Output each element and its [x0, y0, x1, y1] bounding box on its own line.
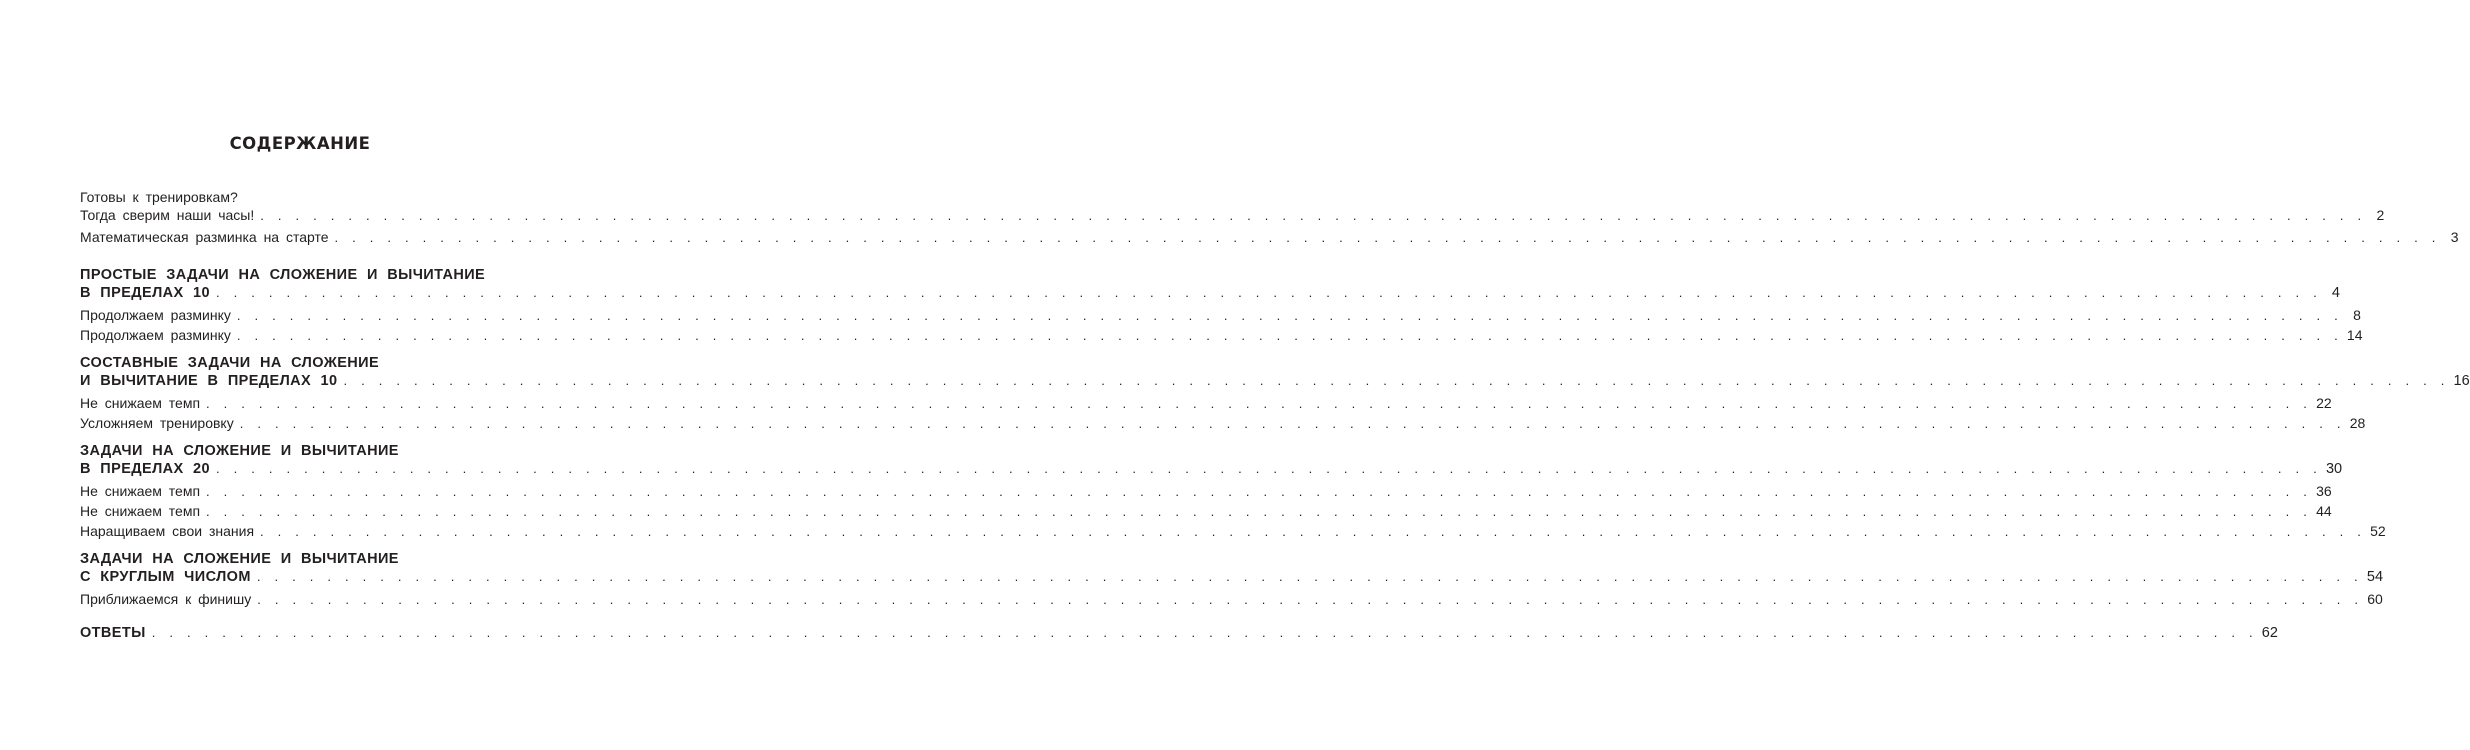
toc-entry-line [80, 568, 2384, 586]
toc-entry-title: СОСТАВНЫЕ ЗАДАЧИ НА СЛОЖЕНИЕ [80, 355, 380, 371]
toc-entry-title: Продолжаем разминку [80, 307, 231, 323]
toc-entry-line [80, 326, 2363, 344]
dot-leader: . . . . . . . . . . . . . . . . . . . . . . . . . . . . . . . . . . . . . . . . . . . . . . . . . . . . . . . . . . . . . . . . . . . . . . . . . . . . . . . . . . . . . . . . . . . . . . . . . . . . . . . . . . . . . . . . . . . . . . . . [343, 373, 2450, 388]
toc-entry [80, 442, 2343, 478]
toc-entry-line [80, 228, 2459, 246]
toc-page-number: 22 [2316, 395, 2332, 411]
toc-entry-title: Не снижаем темп [80, 503, 201, 519]
toc-entry-title: ОТВЕТЫ [80, 625, 146, 641]
toc-entry-line [80, 414, 2366, 432]
dot-leader: . . . . . . . . . . . . . . . . . . . . . . . . . . . . . . . . . . . . . . . . . . . . . . . . . . . . . . . . . . . . . . . . . . . . . . . . . . . . . . . . . . . . . . . . . . . . . . . . . . . . . . . . . . . . . . . . . . . . . . . . [236, 328, 2343, 343]
toc-page-number: 14 [2346, 327, 2363, 343]
dot-leader: . . . . . . . . . . . . . . . . . . . . . . . . . . . . . . . . . . . . . . . . . . . . . . . . . . . . . . . . . . . . . . . . . . . . . . . . . . . . . . . . . . . . . . . . . . . . . . . . . . . . . . . . . . . . . . . . . . . . . . . . [256, 569, 2363, 584]
toc-entry-title: Не снижаем темп [80, 395, 201, 411]
toc-entry-line [80, 306, 2361, 324]
toc-page-number: 60 [2367, 591, 2383, 607]
dot-leader: . . . . . . . . . . . . . . . . . . . . . . . . . . . . . . . . . . . . . . . . . . . . . . . . . . . . . . . . . . . . . . . . . . . . . . . . . . . . . . . . . . . . . . . . . . . . . . . . . . . . . . . . . . . . . . . . . . . . . . . . [206, 396, 2313, 411]
toc-page-number: 30 [2325, 461, 2343, 477]
toc-page-number: 8 [2353, 307, 2361, 323]
toc-page-number: 28 [2349, 415, 2366, 431]
toc-entry-title: Математическая разминка на старте [80, 229, 329, 245]
toc-page-number: 3 [2450, 229, 2459, 245]
dot-leader: . . . . . . . . . . . . . . . . . . . . . . . . . . . . . . . . . . . . . . . . . . . . . . . . . . . . . . . . . . . . . . . . . . . . . . . . . . . . . . . . . . . . . . . . . . . . . . . . . . . . . . . . . . . . . . . . . . . . . . . . [206, 504, 2313, 519]
dot-leader: . . . . . . . . . . . . . . . . . . . . . . . . . . . . . . . . . . . . . . . . . . . . . . . . . . . . . . . . . . . . . . . . . . . . . . . . . . . . . . . . . . . . . . . . . . . . . . . . . . . . . . . . . . . . . . . . . . . . . . . . [215, 285, 2322, 300]
page-title: СОДЕРЖАНИЕ [229, 134, 371, 154]
toc-entry-title: Наращиваем свои знания [80, 523, 255, 539]
toc-entry-line [80, 590, 2383, 608]
toc-entry-line [80, 502, 2332, 520]
toc-entry-line [80, 460, 2343, 478]
toc-entry-title: ЗАДАЧИ НА СЛОЖЕНИЕ И ВЫЧИТАНИЕ [80, 443, 399, 459]
toc-entry-title: Продолжаем разминку [80, 327, 231, 343]
toc-entry [80, 228, 2459, 246]
toc-entry-line [80, 550, 514, 568]
dot-leader: . . . . . . . . . . . . . . . . . . . . . . . . . . . . . . . . . . . . . . . . . . . . . . . . . . . . . . . . . . . . . . . . . . . . . . . . . . . . . . . . . . . . . . . . . . . . . . . . . . . . . . . . . . . . . . . . . . . . . . . . [206, 484, 2313, 499]
toc-entry-title: И ВЫЧИТАНИЕ В ПРЕДЕЛАХ 10 [80, 373, 338, 389]
toc-entry-title: Готовы к тренировкам? [80, 189, 238, 205]
toc-page-number: 16 [2453, 373, 2470, 389]
toc-page-number: 2 [2376, 207, 2385, 223]
toc-entry [80, 306, 2361, 324]
toc-entry-line [80, 206, 2385, 224]
toc-entry-line [80, 394, 2332, 412]
toc-entry-title: ПРОСТЫЕ ЗАДАЧИ НА СЛОЖЕНИЕ И ВЫЧИТАНИЕ [80, 267, 486, 283]
toc-entry [80, 590, 2383, 608]
dot-leader: . . . . . . . . . . . . . . . . . . . . . . . . . . . . . . . . . . . . . . . . . . . . . . . . . . . . . . . . . . . . . . . . . . . . . . . . . . . . . . . . . . . . . . . . . . . . . . . . . . . . . . . . . . . . . . . . . . . . . . . . [260, 524, 2367, 539]
dot-leader: . . . . . . . . . . . . . . . . . . . . . . . . . . . . . . . . . . . . . . . . . . . . . . . . . . . . . . . . . . . . . . . . . . . . . . . . . . . . . . . . . . . . . . . . . . . . . . . . . . . . . . . . . . . . . . . . . . . . . . . . [334, 230, 2441, 245]
toc-entry-title: С КРУГЛЫМ ЧИСЛОМ [80, 569, 251, 585]
toc-entry-title: Усложняем тренировку [80, 415, 234, 431]
toc-entry-title: Приближаемся к финишу [80, 591, 252, 607]
toc-entry-line [80, 188, 514, 206]
toc-entry [80, 188, 2385, 224]
toc-page-number: 36 [2316, 483, 2332, 499]
toc-entry [80, 624, 2278, 642]
toc-entry-line [80, 266, 514, 284]
toc-entry [80, 266, 2340, 302]
toc-entry [80, 522, 2386, 540]
toc-entry [80, 414, 2366, 432]
toc-page-number: 62 [2261, 625, 2278, 641]
toc-entry-title: Не снижаем темп [80, 483, 201, 499]
toc-entry-line [80, 372, 2470, 390]
toc-entry-title: В ПРЕДЕЛАХ 10 [80, 285, 210, 301]
toc-entry-line [80, 522, 2386, 540]
toc-page-number: 52 [2370, 523, 2386, 539]
toc-page-number: 54 [2366, 569, 2384, 585]
toc-entry [80, 354, 2470, 390]
toc-page-number: 44 [2316, 503, 2332, 519]
toc-entry [80, 482, 2332, 500]
dot-leader: . . . . . . . . . . . . . . . . . . . . . . . . . . . . . . . . . . . . . . . . . . . . . . . . . . . . . . . . . . . . . . . . . . . . . . . . . . . . . . . . . . . . . . . . . . . . . . . . . . . . . . . . . . . . . . . . . . . . . . . . [151, 625, 2258, 640]
toc-entry-line [80, 354, 514, 372]
dot-leader: . . . . . . . . . . . . . . . . . . . . . . . . . . . . . . . . . . . . . . . . . . . . . . . . . . . . . . . . . . . . . . . . . . . . . . . . . . . . . . . . . . . . . . . . . . . . . . . . . . . . . . . . . . . . . . . . . . . . . . . . [215, 461, 2322, 476]
toc-entry-title: Тогда сверим наши часы! [80, 207, 255, 223]
dot-leader: . . . . . . . . . . . . . . . . . . . . . . . . . . . . . . . . . . . . . . . . . . . . . . . . . . . . . . . . . . . . . . . . . . . . . . . . . . . . . . . . . . . . . . . . . . . . . . . . . . . . . . . . . . . . . . . . . . . . . . . . [257, 592, 2364, 607]
toc-entry [80, 502, 2332, 520]
toc-entry-line [80, 442, 514, 460]
dot-leader: . . . . . . . . . . . . . . . . . . . . . . . . . . . . . . . . . . . . . . . . . . . . . . . . . . . . . . . . . . . . . . . . . . . . . . . . . . . . . . . . . . . . . . . . . . . . . . . . . . . . . . . . . . . . . . . . . . . . . . . . [260, 208, 2367, 223]
toc-entry-line [80, 482, 2332, 500]
toc-entry [80, 326, 2363, 344]
toc-entry-line [80, 624, 2278, 642]
dot-leader: . . . . . . . . . . . . . . . . . . . . . . . . . . . . . . . . . . . . . . . . . . . . . . . . . . . . . . . . . . . . . . . . . . . . . . . . . . . . . . . . . . . . . . . . . . . . . . . . . . . . . . . . . . . . . . . . . . . . . . . . [236, 308, 2343, 323]
toc-entry-title: В ПРЕДЕЛАХ 20 [80, 461, 210, 477]
toc-entry [80, 550, 2384, 586]
dot-leader: . . . . . . . . . . . . . . . . . . . . . . . . . . . . . . . . . . . . . . . . . . . . . . . . . . . . . . . . . . . . . . . . . . . . . . . . . . . . . . . . . . . . . . . . . . . . . . . . . . . . . . . . . . . . . . . . . . . . . . . . [239, 416, 2346, 431]
toc-entry [80, 394, 2332, 412]
toc-entry-title: ЗАДАЧИ НА СЛОЖЕНИЕ И ВЫЧИТАНИЕ [80, 551, 399, 567]
toc-entry-line [80, 284, 2340, 302]
toc-page-number: 4 [2331, 285, 2340, 301]
